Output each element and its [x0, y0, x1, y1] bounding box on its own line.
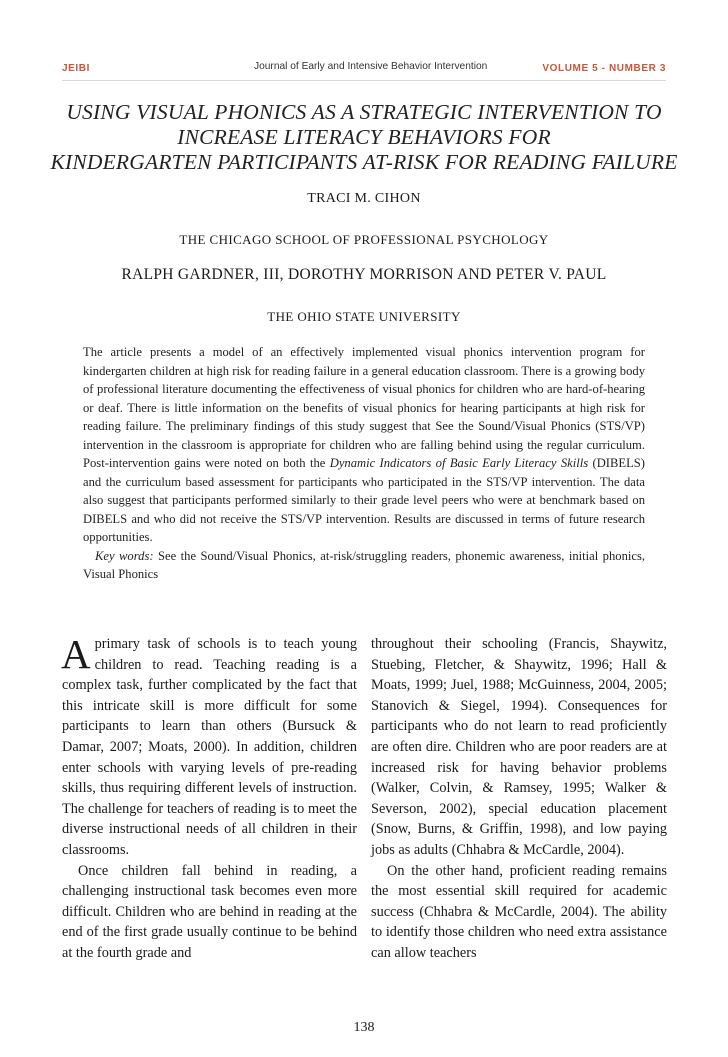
abstract-text-after: (DIBELS) and the curriculum based assessment for participants who participated in the STS/VP intervention. The data also suggest that participants performed similarly to their grade level peers who were at benchmark based on DIBELS and who did not receive the STS/VP intervention. Results are discussed in terms of future research opportunities.: [83, 456, 645, 544]
journal-name: Journal of Early and Intensive Behavior Intervention: [254, 61, 488, 72]
volume-issue: VOLUME 5 - NUMBER 3: [542, 63, 666, 74]
primary-author: TRACI M. CIHON: [307, 191, 421, 206]
title-line: INCREASE LITERACY BEHAVIORS FOR: [177, 125, 551, 149]
body-column-left: [61, 631, 357, 964]
body-paragraph: throughout their schooling (Francis, Shaywitz, Stuebing, Fletcher, & Shaywitz, 1996; Hall & Moats, 1999; Juel, 1988; McGuinness, 2004, 2005; Stanovich & Siegel, 1994). Consequences for participants who do not learn to read proficiently are often dire. Children who are poor readers are at increased risk for having behavior problems (Walker, Colvin, & Ramsey, 1995; Walker & Severson, 2002), special education placement (Snow, Burns, & Griffin, 1998), and low paying jobs as adults (Chhabra & McCardle, 2004).: [371, 636, 667, 858]
body-paragraph: Once children fall behind in reading, a challenging instructional task becomes even more difficult. Children who are behind in reading at the end of the first grade usually continue to be behind at the fourth grade and: [62, 862, 357, 961]
abstract: [83, 343, 645, 584]
title-line: KINDERGARTEN PARTICIPANTS AT-RISK FOR READING FAILURE: [50, 150, 678, 174]
title-line: USING VISUAL PHONICS AS A STRATEGIC INTERVENTION TO: [66, 100, 662, 124]
body-paragraph: [61, 631, 357, 861]
drop-cap: A: [61, 631, 91, 677]
abstract-body: [83, 343, 645, 547]
abstract-text-before: The article presents a model of an effectively implemented visual phonics intervention program for kindergarten children at high risk for reading failure in a general education classroom. There is a growing body of professional literature documenting the effectiveness of visual phonics for children who are hard-of-hearing or deaf. There is little information on the benefits of visual phonics for hearing participants at high risk for reading failure. The preliminary findings of this study suggest that See the Sound/Visual Phonics (STS/VP) intervention in the classroom is appropriate for children who are falling behind using the regular curriculum. Post-intervention gains were noted on both the: [83, 345, 645, 470]
keywords: [83, 547, 645, 584]
header-divider: [62, 80, 666, 81]
page-number: 138: [353, 1020, 375, 1035]
body-paragraph: On the other hand, proficient reading remains the most essential skill required for academic success (Chhabra & McCardle, 2004). The ability to identify those children who need extra assistance can allow teachers: [371, 862, 667, 961]
primary-institution: THE CHICAGO SCHOOL OF PROFESSIONAL PSYCHOLOGY: [179, 232, 549, 247]
secondary-institution: THE OHIO STATE UNIVERSITY: [267, 309, 461, 324]
keywords-list: See the Sound/Visual Phonics, at-risk/struggling readers, phonemic awareness, initial phonics, Visual Phonics: [83, 548, 646, 581]
article-title: [40, 100, 688, 175]
abstract-italic-term: Dynamic Indicators of Basic Early Literacy Skills: [329, 456, 589, 470]
paragraph-text: primary task of schools is to teach young children to read. Teaching reading is a complex task, further complicated by the fact that this intricate skill is more difficult for some participants to learn than others (Bursuck & Damar, 2007; Moats, 2000). In addition, children enter schools with varying levels of pre-reading skills, thus requiring different levels of instruction. The challenge for teachers of reading is to meet the diverse instructional needs of all children in their classrooms.: [62, 636, 357, 858]
journal-abbrev: JEIBI: [62, 63, 91, 74]
keywords-label: Key words:: [95, 548, 154, 563]
secondary-authors: RALPH GARDNER, III, DOROTHY MORRISON AND PETER V. PAUL: [121, 266, 607, 283]
body-column-right: [371, 634, 667, 964]
